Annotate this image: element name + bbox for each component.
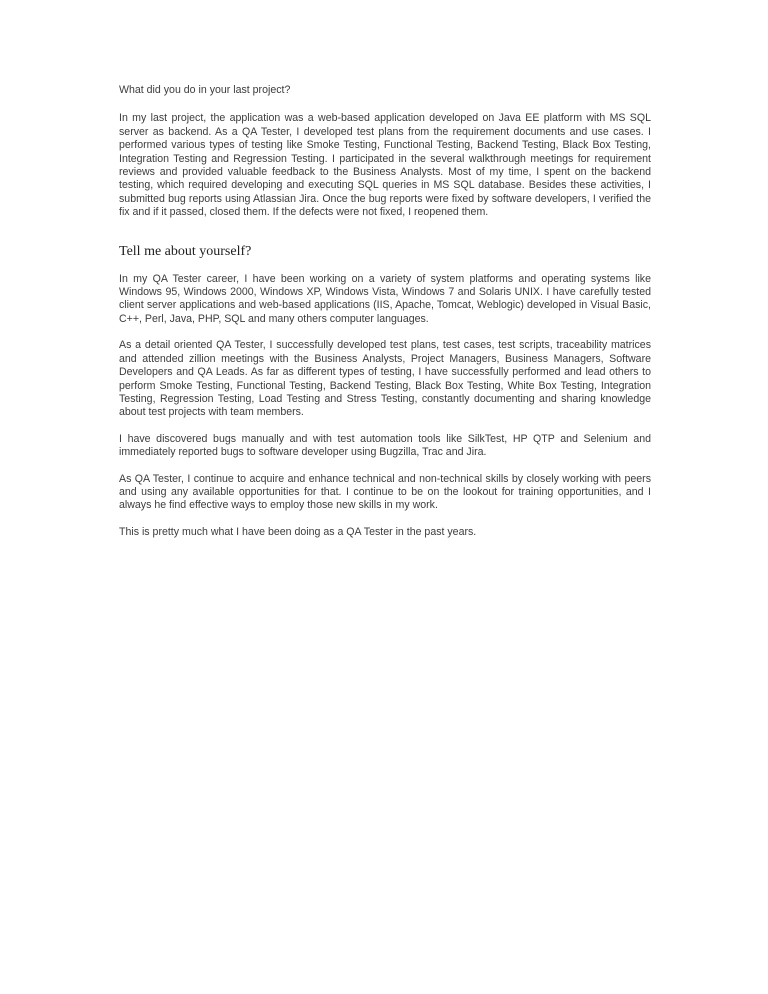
paragraph-summary: This is pretty much what I have been doing as a QA Tester in the past years. — [119, 525, 477, 538]
answer-last-project: In my last project, the application was a web-based application developed on Java EE platform with MS SQL server as backend. As a QA Tester, I developed test plans from the requirement documents and use cases. I performed various types of testing like Smoke Testing, Functional Testing, Backend Testing, Black Box Testing, Integration Testing and Regression Testing. I participated in the several walkthrough meetings for requirement reviews and provided valuable feedback to the Business Analysts. Most of my time, I spent on the backend testing, which required developing and executing SQL queries in MS SQL database. Besides these activities, I submitted bug reports using Atlassian Jira. Once the bug reports were fixed by software developers, I verified the fix and if it passed, closed them. If the defects were not fixed, I reopened them. — [119, 112, 651, 219]
paragraph-detail-oriented: As a detail oriented QA Tester, I successfully developed test plans, test cases, test scripts, traceability matrices and attended zillion meetings with the Business Analysts, Project Managers, Business Managers, Software Developers and QA Leads. As far as different types of testing, I have successfully performed and lead others to perform Smoke Testing, Functional Testing, Backend Testing, Black Box Testing, White Box Testing, Integration Testing, Regression Testing, Load Testing and Stress Testing, constantly documenting and sharing knowledge about test projects with team members. — [119, 339, 651, 419]
paragraph-career-platforms: In my QA Tester career, I have been working on a variety of system platforms and operating systems like Windows 95, Windows 2000, Windows XP, Windows Vista, Windows 7 and Solaris UNIX. I have carefully tested client server applications and web-based applications (IIS, Apache, Tomcat, Weblogic) developed in Visual Basic, C++, Perl, Java, PHP, SQL and many others computer languages. — [119, 272, 651, 325]
paragraph-skills: As QA Tester, I continue to acquire and enhance technical and non-technical skills by closely working with peers and using any available opportunities for that. I continue to be on the lookout for training opportunities, and I always he find effective ways to employ those new skills in my work. — [119, 472, 651, 512]
paragraph-bug-discovery: I have discovered bugs manually and with test automation tools like SilkTest, HP QTP and Selenium and immediately reported bugs to software developer using Bugzilla, Trac and Jira. — [119, 432, 651, 459]
question-last-project: What did you do in your last project? — [119, 84, 291, 96]
heading-tell-me-about-yourself: Tell me about yourself? — [119, 243, 252, 259]
document-body — [119, 84, 651, 552]
